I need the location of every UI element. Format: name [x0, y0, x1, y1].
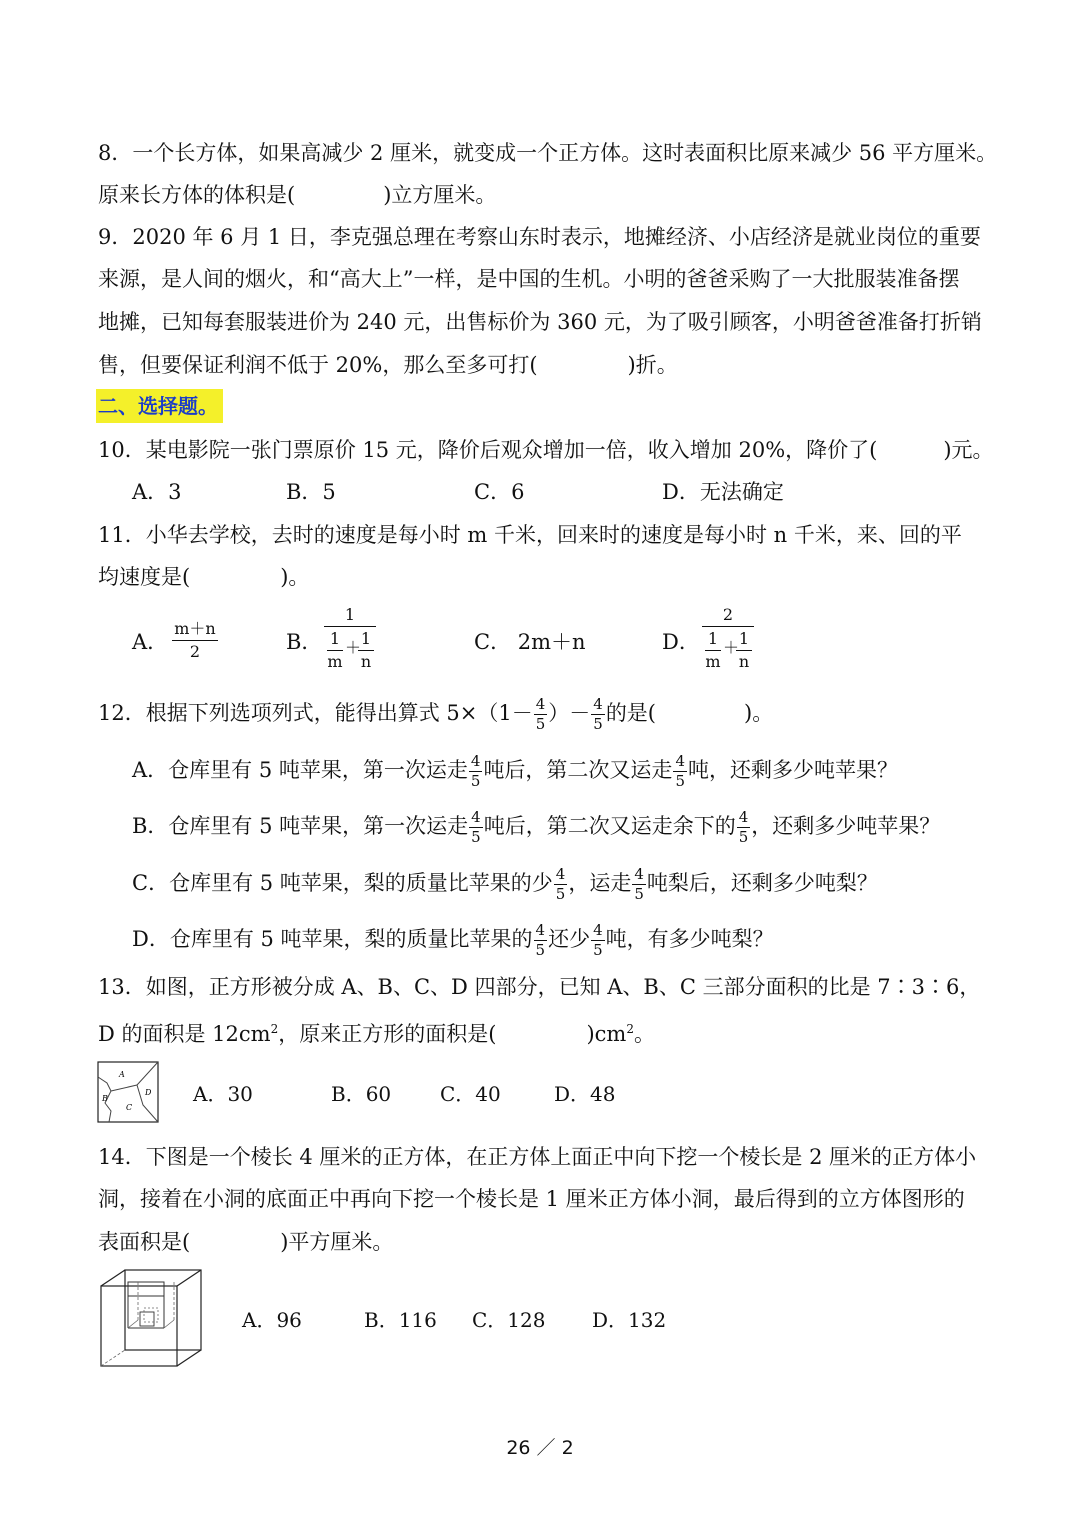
q12-stem-b: ）－: [548, 701, 591, 725]
q10-stem-b: )元。: [943, 438, 994, 462]
q10-option-c: C．6: [474, 480, 525, 504]
q11-option-b-fraction: [324, 607, 376, 671]
sub-denominator: m: [705, 652, 721, 671]
region-label-a: A: [119, 1070, 125, 1079]
q10-option-b: B．5: [286, 480, 336, 504]
divided-square-figure: [97, 1061, 159, 1123]
q11-option-a-fraction: [172, 621, 218, 660]
q12-option-d: D．仓库里有 5 吨苹果，梨的质量比苹果的 $\frac{4}{5}$ 还少 $\frac{4}{5}$ 吨，有多少吨梨？: [132, 921, 774, 959]
q11-option-a-label: A．: [132, 630, 169, 654]
fraction: $\frac{4}{5}$: [555, 865, 566, 903]
sub-numerator: 1: [329, 629, 341, 648]
q13-line2: D 的面积是 $12cm^2$，原来正方形的面积是( )$cm^2$。: [98, 1022, 655, 1046]
fraction-denominator: [702, 626, 754, 671]
page-number: 26 ／ 2: [506, 1437, 574, 1459]
region-label-b: B: [102, 1094, 108, 1103]
q11-option-b-label: B．: [286, 630, 323, 654]
q14-option-b: B．116: [364, 1308, 437, 1332]
q12-option-a: A．仓库里有 5 吨苹果，第一次运走 $\frac{4}{5}$ 吨后，第二次又运走 $\frac{4}{5}$ 吨，还剩多少吨苹果？: [132, 752, 898, 790]
q13-option-d: D．48: [554, 1082, 616, 1106]
q8-line2-a: 原来长方体的体积是(: [98, 183, 296, 207]
fraction: $\frac{4}{5}$: [675, 752, 685, 790]
fraction: $\frac{4}{5}$: [535, 921, 546, 959]
q11-line2-b: )。: [280, 565, 310, 589]
q12-stem-a: 12．根据下列选项列式，能得出算式 5×（1－: [98, 701, 533, 725]
q8-line2: [98, 180, 496, 210]
fraction: $\frac{4}{5}$: [593, 921, 603, 959]
q13-option-c: C．40: [440, 1082, 501, 1106]
superscript: 2: [270, 1022, 279, 1036]
q11-option-d-fraction: [702, 607, 754, 671]
q14-option-c: C．128: [472, 1308, 546, 1332]
fraction-denominator: 2: [172, 640, 218, 660]
q14-line1: 14．下图是一个棱长 4 厘米的正方体，在正方体上面正中向下挖一个棱长是 2 厘米的正方体小: [98, 1145, 977, 1169]
q14-option-a: A．96: [242, 1308, 302, 1332]
sub-denominator: n: [736, 650, 752, 670]
q10-option-d: D．无法确定: [662, 480, 784, 504]
q9-line2: 来源，是人间的烟火，和“高大上”一样，是中国的生机。小明的爸爸采购了一大批服装准备摆: [98, 267, 960, 291]
fraction: $\frac{4}{5}$: [593, 695, 603, 733]
section-heading: 二、选择题。: [96, 389, 223, 423]
fraction: $\frac{4}{5}$: [634, 865, 644, 903]
q9-line4-b: )折。: [627, 353, 678, 377]
q11-option-c: C． 2m＋n: [474, 630, 586, 654]
fraction-numerator: 2: [722, 605, 734, 624]
q10-option-a: A．3: [132, 480, 182, 504]
fraction: $\frac{4}{5}$: [738, 808, 749, 846]
fraction: $\frac{4}{5}$: [535, 695, 546, 733]
q14-option-d: D．132: [592, 1308, 667, 1332]
q13-option-a: A．30: [193, 1082, 253, 1106]
fraction-denominator: [324, 626, 376, 671]
sub-denominator: n: [358, 650, 374, 670]
plus-sign: ＋: [345, 638, 362, 657]
q11-line2-a: 均速度是(: [98, 565, 191, 589]
region-label-d: D: [145, 1088, 152, 1097]
q9-line4-a: 售，但要保证利润不低于 20%，那么至多可打(: [98, 353, 538, 377]
q14-line3: 表面积是( )平方厘米。: [98, 1230, 394, 1254]
fraction-numerator: 1: [344, 605, 356, 624]
plus-sign: ＋: [723, 638, 740, 657]
superscript: 2: [626, 1022, 634, 1036]
q10-stem-a: 10．某电影院一张门票原价 15 元，降价后观众增加一倍，收入增加 20%，降价了(: [98, 438, 878, 462]
q14-line2: 洞，接着在小洞的底面正中再向下挖一个棱长是 1 厘米正方体小洞，最后得到的立方体图形的: [98, 1187, 965, 1211]
q12-option-c: C．仓库里有 5 吨苹果，梨的质量比苹果的少 $\frac{4}{5}$ ，运走 $\frac{4}{5}$ 吨梨后，还剩多少吨梨？: [132, 865, 878, 903]
q12-stem: [98, 697, 773, 732]
sub-numerator: 1: [707, 629, 719, 648]
q9-line4: [98, 350, 678, 380]
sub-numerator: 1: [738, 629, 750, 648]
cube-with-holes-figure: [98, 1266, 206, 1370]
q9-line1: 9．2020 年 6 月 1 日，李克强总理在考察山东时表示，地摊经济、小店经济是就业岗位的重要: [98, 225, 981, 249]
sub-numerator: 1: [360, 629, 372, 648]
q11-line2: [98, 562, 309, 592]
q12-stem-c: 的是(: [605, 701, 657, 725]
q12-option-b: B．仓库里有 5 吨苹果，第一次运走 $\frac{4}{5}$ 吨后，第二次又运走余下的 $\frac{4}{5}$ ，还剩多少吨苹果？: [132, 808, 941, 846]
sub-denominator: m: [327, 652, 343, 671]
q8-line2-b: )立方厘米。: [383, 183, 497, 207]
q10-stem: [98, 435, 994, 465]
q13-line1: 13．如图，正方形被分成 A、B、C、D 四部分，已知 A、B、C 三部分面积的比是 7∶3∶6，: [98, 975, 981, 999]
q11-line1: 11．小华去学校，去时的速度是每小时 m 千米，回来时的速度是每小时 n 千米，来、回的平: [98, 523, 962, 547]
fraction-numerator: m＋n: [174, 619, 216, 638]
region-label-c: C: [126, 1103, 133, 1112]
q8-line1: 8．一个长方体，如果高减少 2 厘米，就变成一个正方体。这时表面积比原来减少 56 平方厘米。: [98, 141, 998, 165]
q11-option-d-label: D．: [662, 630, 700, 654]
q13-option-b: B．60: [331, 1082, 392, 1106]
q12-stem-d: )。: [744, 701, 774, 725]
fraction: $\frac{4}{5}$: [470, 752, 481, 790]
fraction: $\frac{4}{5}$: [471, 808, 481, 846]
q9-line3: 地摊，已知每套服装进价为 240 元，出售标价为 360 元，为了吸引顾客，小明爸爸准备打折销: [98, 310, 982, 334]
